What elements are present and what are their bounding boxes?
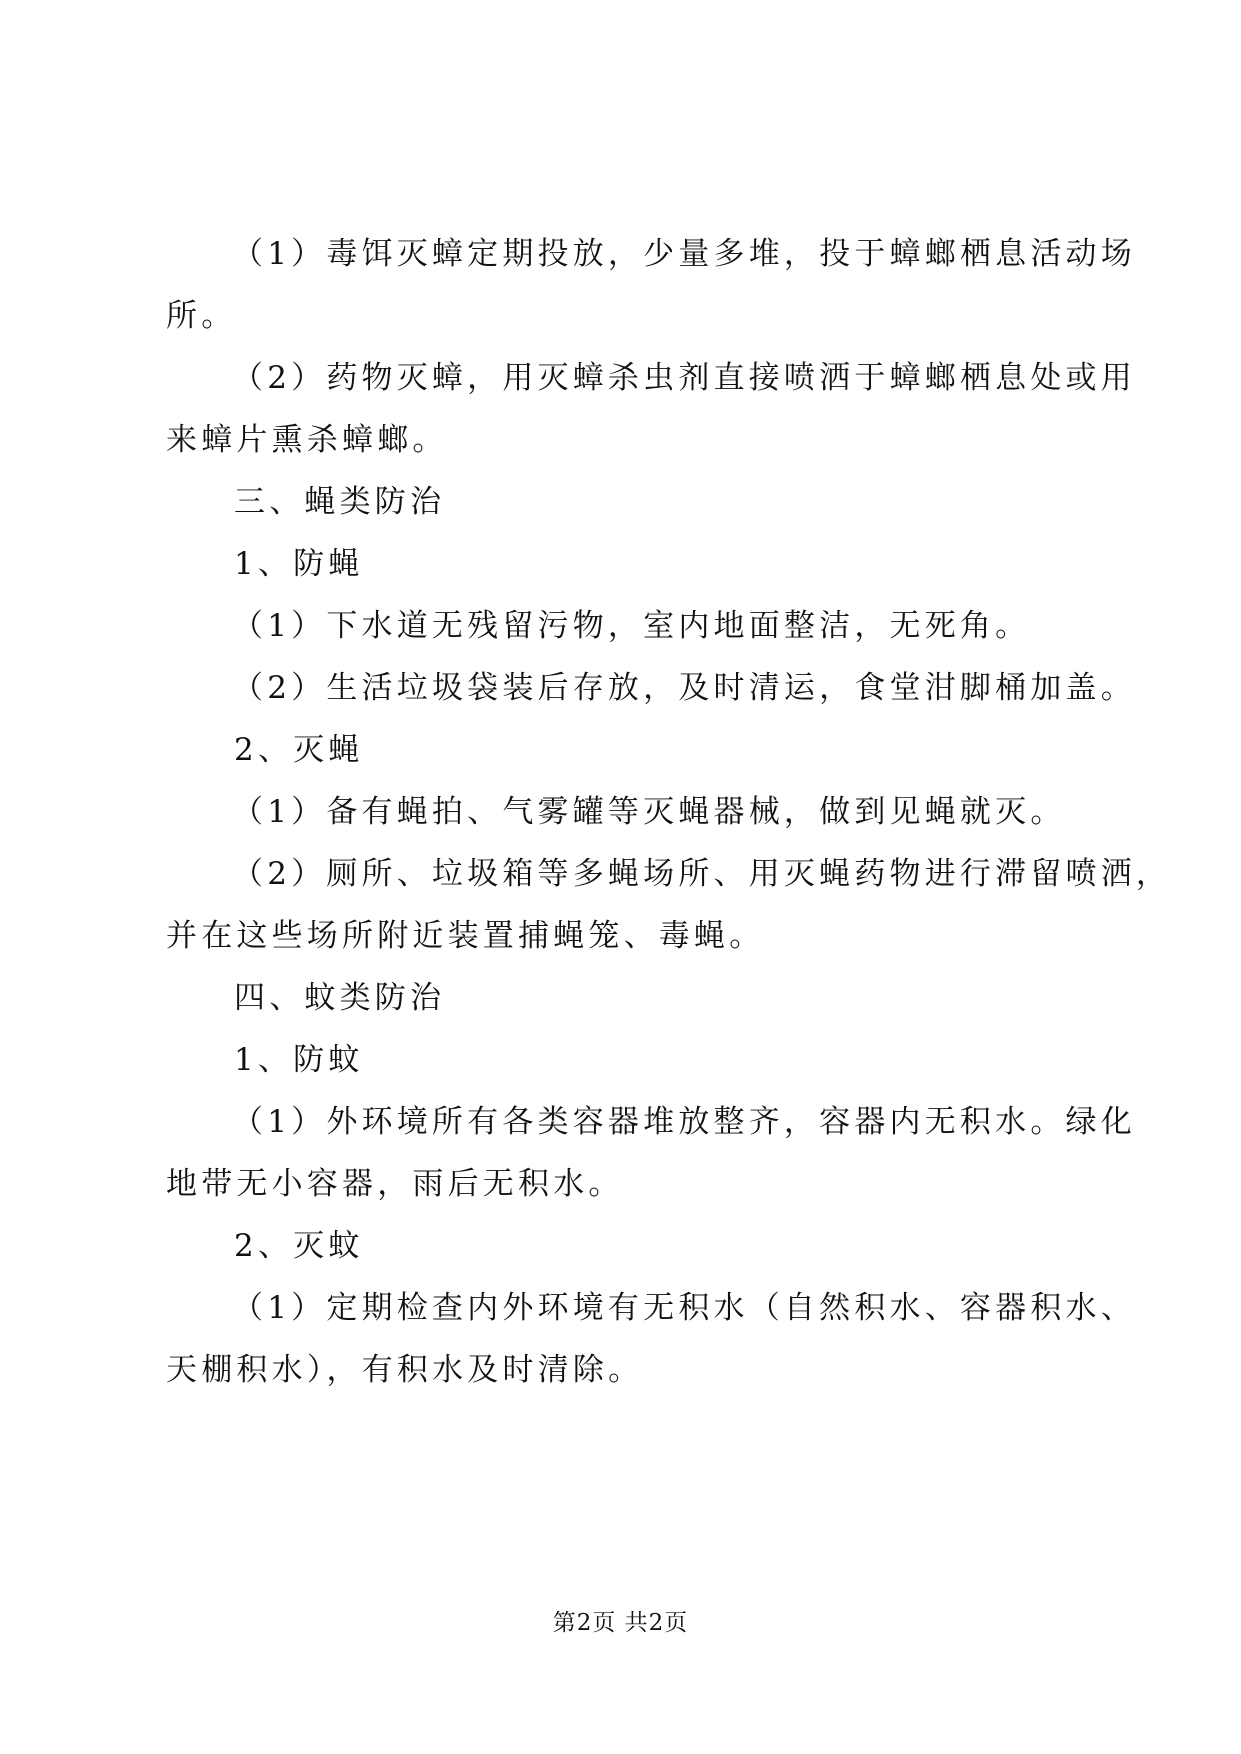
subsection-heading: 2、灭蝇: [234, 732, 364, 768]
subsection-heading: 1、防蚊: [234, 1042, 364, 1078]
paragraph-line: （2）生活垃圾袋装后存放，及时清运，食堂泔脚桶加盖。: [232, 670, 1136, 706]
section-heading: 三、蝇类防治: [234, 484, 446, 520]
paragraph-line: （2）药物灭蟑，用灭蟑杀虫剂直接喷洒于蟑螂栖息处或用: [232, 360, 1136, 396]
subsection-heading: 2、灭蚊: [234, 1228, 364, 1264]
paragraph-line: （1）定期检查内外环境有无积水（自然积水、容器积水、: [232, 1290, 1136, 1326]
paragraph-line: （1）毒饵灭蟑定期投放，少量多堆，投于蟑螂栖息活动场: [232, 236, 1136, 272]
page-footer: 第2页 共2页: [552, 1610, 689, 1636]
paragraph-line: 天棚积水），有积水及时清除。: [166, 1352, 644, 1388]
paragraph-line: （1）外环境所有各类容器堆放整齐，容器内无积水。绿化: [232, 1104, 1136, 1140]
section-heading: 四、蚊类防治: [234, 980, 446, 1016]
paragraph-line: （1）备有蝇拍、气雾罐等灭蝇器械，做到见蝇就灭。: [232, 794, 1066, 830]
paragraph-line: （2）厕所、垃圾箱等多蝇场所、用灭蝇药物进行滞留喷洒，: [232, 856, 1172, 892]
paragraph-line: 并在这些场所附近装置捕蝇笼、毒蝇。: [166, 918, 765, 954]
subsection-heading: 1、防蝇: [234, 546, 364, 582]
paragraph-line: （1）下水道无残留污物，室内地面整洁，无死角。: [232, 608, 1031, 644]
paragraph-line: 地带无小容器，雨后无积水。: [166, 1166, 624, 1202]
paragraph-line: 所。: [166, 298, 237, 334]
paragraph-line: 来蟑片熏杀蟑螂。: [166, 422, 448, 458]
